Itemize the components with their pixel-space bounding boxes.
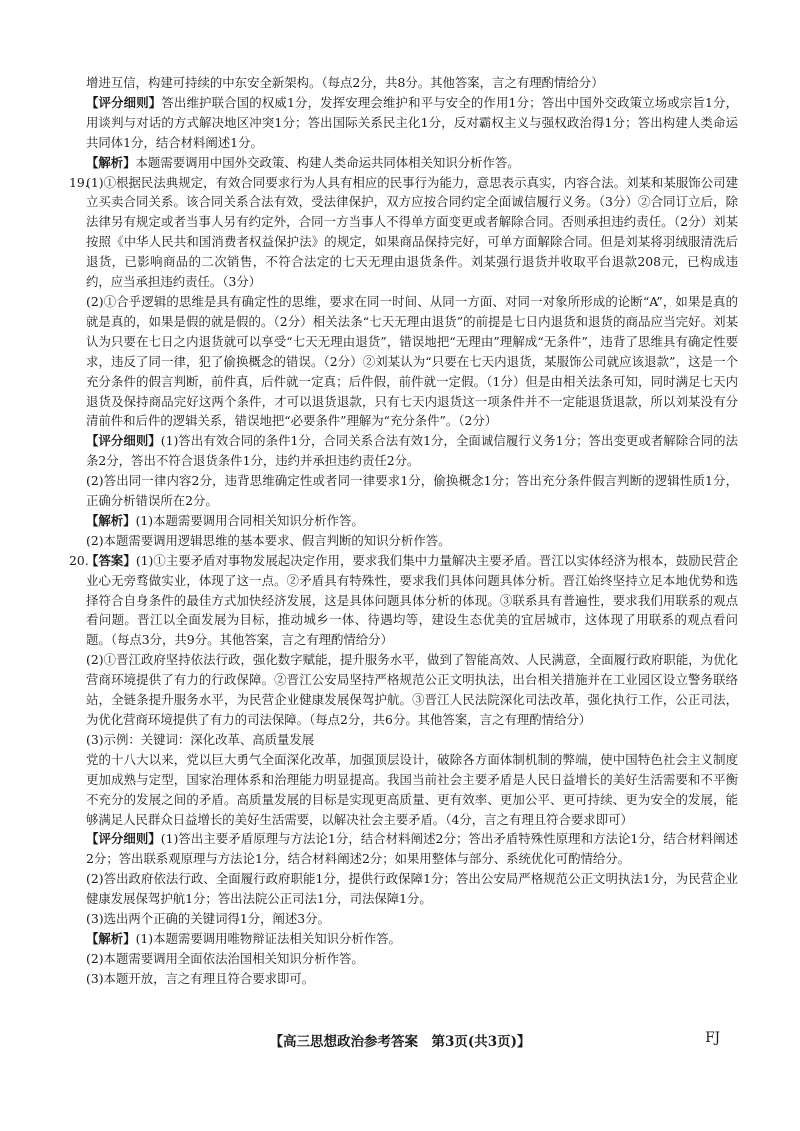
answer-paragraph xyxy=(86,511,738,531)
answer-paragraph xyxy=(86,93,738,153)
paragraph-text: 增进互信，构建可持续的中东安全新架构。（每点2分，共8分。其他答案，言之有理酌情给分） xyxy=(86,75,604,90)
paragraph-text: (2)答出同一律内容2分，违背思维确定性或者同一律要求1分，偷换概念1分；答出充分条件假言判断的逻辑性质1分，正确分析错误所在2分。 xyxy=(86,473,738,509)
page-footer xyxy=(0,1030,800,1052)
answer-paragraph xyxy=(86,829,738,869)
answer-paragraph xyxy=(86,750,738,830)
paragraph-text: (1)本题需要调用合同相关知识分析作答。 xyxy=(135,512,364,528)
answer-paragraph xyxy=(86,650,738,730)
footer-title: 【高三思想政治参考答案 第3页(共3页)】 xyxy=(269,1034,531,1050)
section-label: 【解析】 xyxy=(86,154,136,170)
paragraph-text: (1)①主要矛盾对事物发展起决定作用，要求我们集中力量解决主要矛盾。晋江以实体经济为根本，鼓励民营企业心无旁骛做实业，体现了这一点。②矛盾具有特殊性，要求我们具体问题具体分析。晋江始终坚持立足本地优势和选择符合自身条件的最佳方式加快经济发展，这是具体问题具体分析的体现。③联系具有普遍性，要求我们用联系的观点看问题。晋江以全面发展为目标，推动城乡一体、待遇均等，建设生态优美的宜居城市，这体现了用联系的观点看问题。（每点3分，共9分。其他答案，言之有理酌情给分） xyxy=(86,552,738,648)
paragraph-text: (2)答出政府依法行政、全面履行政府职能1分，提供行政保障1分；答出公安局严格规范公正文明执法1分，为民营企业健康发展保驾护航1分；答出法院公正司法1分，司法保障1分。 xyxy=(86,871,738,907)
answer-paragraph xyxy=(86,73,738,93)
answer-paragraph: 20.【答案】(1)①主要矛盾对事物发展起决定作用，要求我们集中力量解决主要矛盾。晋江以实体经济为根本，鼓励民营企业心无旁骛做实业，体现了这一点。②矛盾具有特殊性，要求我们具体问题具体分析。晋江始终坚持立足本地优势和选择符合自身条件的最佳方式加快经济发展，这是具体问题具体分析的体现。③联系具有普遍性，要求我们用联系的观点看问题。晋江以全面发展为目标，推动城乡一体、待遇均等，建设生态优美的宜居城市，这体现了用联系的观点看问题。（每点3分，共9分。其他答案，言之有理酌情给分） xyxy=(69,552,738,648)
section-label: 【评分细则】 xyxy=(86,433,161,449)
answer-paragraph xyxy=(86,153,738,173)
paragraph-text: (2)①合乎逻辑的思维是具有确定性的思维，要求在同一时间、从同一方面、对同一对象所形成的论断“A”，如果是真的就是真的，如果是假的就是假的。（2分）相关法条“七天无理由退货”的前提是七日内退货和退货的商品应当完好。刘某认为只要在七日之内退货就可以享受“七天无理由退货”，错误地把“无理由”理解成“无条件”，违背了思维具有确定性要求，违反了同一律，犯了偷换概念的错误。（2分）②刘某认为“只要在七天内退货，某服饰公司就应该退款”，这是一个充分条件的假言判断，前件真，后件就一定真；后件假，前件就一定假。（1分）但是由相关法条可知，同时满足七天内退货及保持商品完好这两个条件，才可以退货退款，只有七天内退货这一项条件并不一定能退货退款，所以刘某没有分清前件和后件的逻辑关系，错误地把“必要条件”理解为“充分条件”。（2分） xyxy=(86,293,738,429)
answer-paragraph xyxy=(86,531,738,551)
section-label: 【解析】 xyxy=(86,930,136,946)
paragraph-text: (1)答出主要矛盾原理与方法论1分，结合材料阐述2分；答出矛盾特殊性原理和方法论1分，结合材料阐述2分；答出联系观原理与方法论1分，结合材料阐述2分；如果用整体与部分、系统优化可酌情给分。 xyxy=(86,831,738,867)
answer-paragraph xyxy=(86,730,738,750)
paragraph-text: (3)选出两个正确的关键词得1分，阐述3分。 xyxy=(86,911,330,927)
paragraph-text: (1)答出有效合同的条件1分，合同关系合法有效1分，全面诚信履行义务1分；答出变更或者解除合同的法条2分，答出不符合退货条件1分，违约并承担违约责任2分。 xyxy=(86,433,738,469)
answer-paragraph: 19.(1)①根据民法典规定，有效合同要求行为人具有相应的民事行为能力，意思表示真实，内容合法。刘某和某服饰公司建立买卖合同关系。该合同关系合法有效，受法律保护，双方应按合同约定全面诚信履行义务。（3分）②合同订立后，除法律另有规定或者当事人另有约定外，合同一方当事人不得单方面变更或者解除合同。否则承担违约责任。（2分）刘某按照《中华人民共和国消费者权益保护法》的规定，如果商品保持完好，可单方面解除合同。但是刘某将羽绒服清洗后退货，已影响商品的二次销售，不符合法定的七天无理由退货条件。刘某强行退货并收取平台退款208元，已构成违约，应当承担违约责任。（3分） xyxy=(69,174,738,290)
answer-body xyxy=(69,73,739,989)
section-label: 【答案】 xyxy=(86,552,136,568)
answer-paragraph xyxy=(86,909,738,929)
footer-code: FJ xyxy=(705,1030,720,1046)
paragraph-text: (3)示例：关键词：深化改革、高质量发展 xyxy=(86,731,315,747)
answer-paragraph xyxy=(86,292,738,431)
section-label: 【评分细则】 xyxy=(86,831,161,847)
paragraph-text: 答出维护联合国的权威1分，发挥安理会维护和平与安全的作用1分；答出中国外交政策立场或宗旨1分，用谈判与对话的方式解决地区冲突1分；答出国际关系民主化1分，反对霸权主义与强权政治得1分；答出构建人类命运共同体1分，结合材料阐述1分。 xyxy=(86,94,739,150)
paragraph-text: (1)①根据民法典规定，有效合同要求行为人具有相应的民事行为能力，意思表示真实，内容合法。刘某和某服饰公司建立买卖合同关系。该合同关系合法有效，受法律保护，双方应按合同约定全面诚信履行义务。（3分）②合同订立后，除法律另有规定或者当事人另有约定外，合同一方当事人不得单方面变更或者解除合同。否则承担违约责任。（2分）刘某按照《中华人民共和国消费者权益保护法》的规定，如果商品保持完好，可单方面解除合同。但是刘某将羽绒服清洗后退货，已影响商品的二次销售，不符合法定的七天无理由退货条件。刘某强行退货并收取平台退款208元，已构成违约，应当承担违约责任。（3分） xyxy=(86,174,738,290)
paragraph-text: (3)本题开放，言之有理且符合要求即可。 xyxy=(86,970,315,986)
paragraph-text: (2)本题需要调用全面依法治国相关知识分析作答。 xyxy=(86,950,364,966)
answer-paragraph xyxy=(86,949,738,969)
paragraph-text: (2)本题需要调用逻辑思维的基本要求、假言判断的知识分析作答。 xyxy=(86,532,451,548)
answer-paragraph xyxy=(86,869,738,909)
paragraph-text: (2)①晋江政府坚持依法行政，强化数字赋能，提升服务水平，做到了智能高效、人民满意，全面履行政府职能，为优化营商环境提供了有力的行政保障。②晋江公安局坚持严格规范公正文明执法，出台相关措施并在工业园区设立警务联络站，全链条提升服务水平，为民营企业健康发展保驾护航。③晋江人民法院深化司法改革，强化执行工作，公正司法，为优化营商环境提供了有力的司法保障。（每点2分，共6分。其他答案，言之有理酌情给分） xyxy=(86,652,738,727)
paragraph-text: 本题需要调用中国外交政策、构建人类命运共同体相关知识分析作答。 xyxy=(135,154,520,170)
answer-paragraph xyxy=(86,471,738,511)
paragraph-text: (1)本题需要调用唯物辩证法相关知识分析作答。 xyxy=(135,930,401,946)
answer-paragraph xyxy=(86,969,738,989)
answer-paragraph xyxy=(86,431,738,471)
section-label: 【评分细则】 xyxy=(86,94,162,110)
paragraph-text: 党的十八大以来，党以巨大勇气全面深化改革，加强顶层设计，破除各方面体制机制的弊端，使中国特色社会主义制度更加成熟与定型，国家治理体系和治理能力明显提高。我国当前社会主要矛盾是人民日益增长的美好生活需要和不平衡不充分的发展之间的矛盾。高质量发展的目标是实现更高质量、更有效率、更加公平、更可持续、更为安全的发展，能够满足人民群众日益增长的美好生活需要，以解决社会主要矛盾。（4分，言之有理且符合要求即可） xyxy=(86,751,738,827)
section-label: 【解析】 xyxy=(86,512,136,528)
answer-paragraph xyxy=(86,929,738,949)
